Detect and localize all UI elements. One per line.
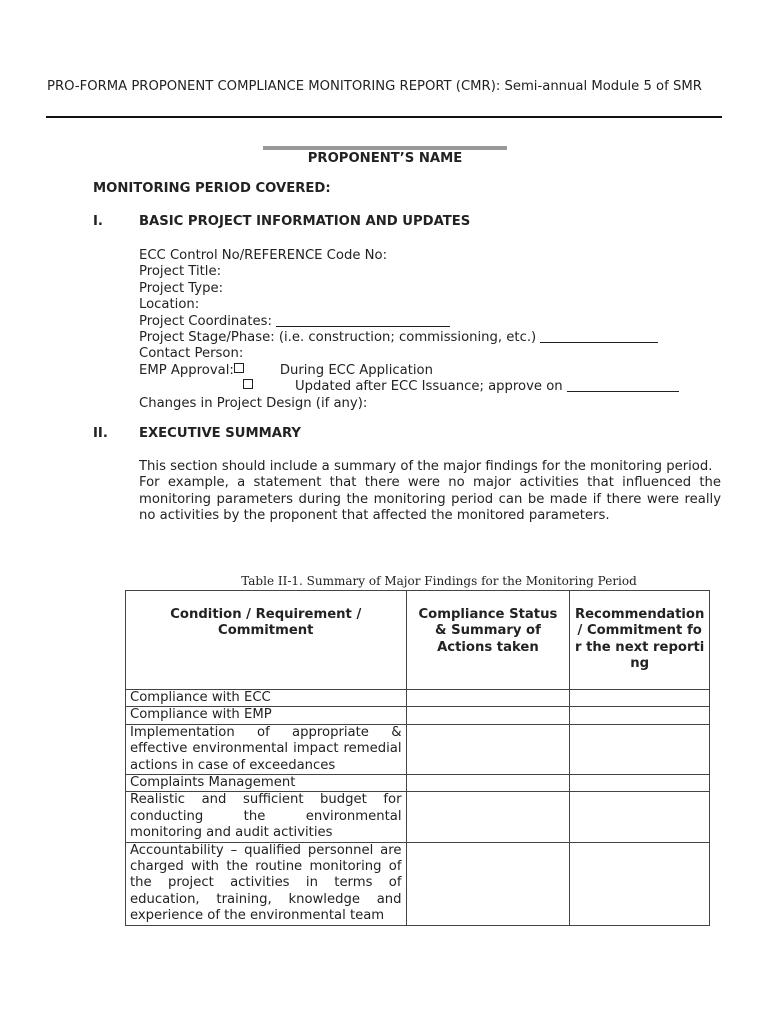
row-condition: Compliance with ECC	[126, 690, 407, 707]
row-condition: Compliance with EMP	[126, 707, 407, 724]
findings-table	[125, 590, 710, 926]
summary-paragraph-2: For example, a statement that there were no major activities that influenced the monitoring parameters during the monitoring period can be made if there were really no activities by the proponent that affected the monitored parameters.	[139, 475, 721, 524]
changes-field: Changes in Project Design (if any):	[139, 395, 368, 411]
updated-after-field	[139, 379, 739, 395]
table-row	[126, 775, 710, 792]
stage-label: Project Stage/Phase: (i.e. construction; commissioning, etc.)	[139, 329, 537, 345]
proponent-name: PROPONENT’S NAME	[307, 151, 463, 166]
coordinates-field	[139, 314, 739, 330]
project-info-fields	[139, 248, 739, 412]
executive-summary-text	[139, 459, 721, 525]
column-header-condition: Condition / Requirement / Commitment	[126, 591, 407, 690]
coordinates-blank	[276, 314, 450, 327]
monitoring-period-label: MONITORING PERIOD COVERED:	[93, 181, 331, 196]
table-row	[126, 707, 710, 724]
row-condition: Accountability – qualified personnel are charged with the routine monitoring of the project activities in terms of education, training, knowledge and experience of the environmental team	[126, 842, 407, 925]
row-compliance-cell[interactable]	[406, 792, 570, 842]
table-caption: Table II-1. Summary of Major Findings for the Monitoring Period	[241, 574, 637, 588]
section1-title: BASIC PROJECT INFORMATION AND UPDATES	[139, 214, 471, 229]
row-condition: Complaints Management	[126, 775, 407, 792]
stage-field	[139, 330, 739, 346]
table-row	[126, 842, 710, 925]
table-row	[126, 724, 710, 774]
during-ecc-label: During ECC Application	[279, 362, 433, 378]
approve-date-blank	[567, 379, 679, 392]
row-compliance-cell[interactable]	[406, 690, 570, 707]
updated-after-label: Updated after ECC Issuance; approve on	[295, 379, 563, 395]
row-recommendation-cell[interactable]	[570, 792, 710, 842]
row-recommendation-cell[interactable]	[570, 842, 710, 925]
ecc-control-field: ECC Control No/REFERENCE Code No:	[139, 248, 388, 263]
row-recommendation-cell[interactable]	[570, 690, 710, 707]
updated-after-checkbox[interactable]	[243, 379, 253, 389]
section2-title: EXECUTIVE SUMMARY	[139, 426, 301, 441]
location-field: Location:	[139, 297, 200, 313]
emp-approval-field	[139, 363, 739, 379]
row-condition: Implementation of appropriate & effective environmental impact remedial actions in case of exceedances	[126, 724, 407, 774]
column-header-recommendation	[570, 591, 710, 690]
section1-number: I.	[93, 214, 103, 229]
report-header-title: PRO-FORMA PROPONENT COMPLIANCE MONITORING REPORT (CMR): Semi-annual Module 5 of SMR	[47, 79, 702, 94]
project-title-field: Project Title:	[139, 264, 222, 280]
during-ecc-checkbox[interactable]	[234, 363, 244, 373]
project-type-field: Project Type:	[139, 280, 224, 296]
section2-number: II.	[93, 426, 108, 441]
row-recommendation-cell[interactable]	[570, 707, 710, 724]
column-header-compliance: Compliance Status & Summary of Actions taken	[406, 591, 570, 690]
header-rule	[46, 116, 722, 118]
row-compliance-cell[interactable]	[406, 707, 570, 724]
row-compliance-cell[interactable]	[406, 724, 570, 774]
emp-approval-label: EMP Approval:	[139, 362, 234, 378]
row-condition: Realistic and sufficient budget for conducting the environmental monitoring and audit activities	[126, 792, 407, 842]
row-recommendation-cell[interactable]	[570, 724, 710, 774]
stage-blank	[540, 330, 658, 343]
contact-field: Contact Person:	[139, 346, 244, 362]
table-header-row	[126, 591, 710, 690]
recommendation-header-text: Recommendation / Commitment for the next reporting	[574, 607, 705, 672]
summary-paragraph-1: This section should include a summary of the major findings for the monitoring period.	[139, 459, 713, 474]
row-compliance-cell[interactable]	[406, 775, 570, 792]
table-row	[126, 792, 710, 842]
table-row	[126, 690, 710, 707]
row-compliance-cell[interactable]	[406, 842, 570, 925]
row-recommendation-cell[interactable]	[570, 775, 710, 792]
coordinates-label: Project Coordinates:	[139, 313, 272, 329]
